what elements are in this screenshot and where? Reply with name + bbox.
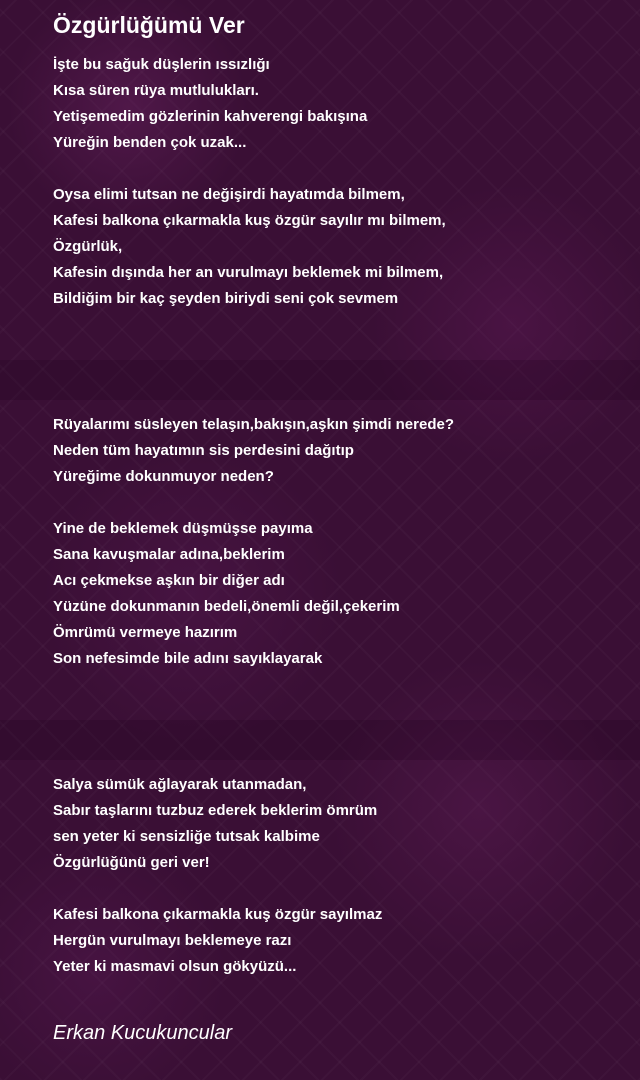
poem-line: Kafesi balkona çıkarmakla kuş özgür sayılmaz xyxy=(53,906,383,923)
poem-line: Hergün vurulmayı beklemeye razı xyxy=(53,932,292,949)
poem-line: Sana kavuşmalar adına,beklerim xyxy=(53,546,285,563)
poem-line: Kafesi balkona çıkarmakla kuş özgür sayılır mı bilmem, xyxy=(53,212,446,229)
poem-line: Yüzüne dokunmanın bedeli,önemli değil,çekerim xyxy=(53,598,400,615)
poem-line: Yüreğime dokunmuyor neden? xyxy=(53,468,274,485)
poem-line: Oysa elimi tutsan ne değişirdi hayatımda bilmem, xyxy=(53,186,405,203)
poem-line: sen yeter ki sensizliğe tutsak kalbime xyxy=(53,828,320,845)
poem-line: Neden tüm hayatımın sis perdesini dağıtıp xyxy=(53,442,354,459)
poem-line: Özgürlüğünü geri ver! xyxy=(53,854,210,871)
poem-line: Kısa süren rüya mutlulukları. xyxy=(53,82,259,99)
poem-line: Acı çekmekse aşkın bir diğer adı xyxy=(53,572,285,589)
poem-line: Son nefesimde bile adını sayıklayarak xyxy=(53,650,323,667)
poem-title: Özgürlüğümü Ver xyxy=(53,12,245,38)
poem-line: Özgürlük, xyxy=(53,238,123,255)
poem-line: Kafesin dışında her an vurulmayı beklemek mi bilmem, xyxy=(53,264,444,281)
poem-line: Salya sümük ağlayarak utanmadan, xyxy=(53,776,307,793)
poem-author: Erkan Kucukuncular xyxy=(53,1022,232,1044)
poem-line: Sabır taşlarını tuzbuz ederek beklerim ömrüm xyxy=(53,802,378,819)
poem-line: Ömrümü vermeye hazırım xyxy=(53,624,238,641)
poem-line: Yeter ki masmavi olsun gökyüzü... xyxy=(53,958,297,975)
background-band xyxy=(0,360,640,400)
background-band xyxy=(0,720,640,760)
poem-line: Bildiğim bir kaç şeyden biriydi seni çok sevmem xyxy=(53,290,399,307)
poem-line: Yine de beklemek düşmüşse payıma xyxy=(53,520,313,537)
poem-line: Rüyalarımı süsleyen telaşın,bakışın,aşkın şimdi nerede? xyxy=(53,416,455,433)
poem-line: Yetişemedim gözlerinin kahverengi bakışına xyxy=(53,108,368,125)
poem-line: İşte bu sağuk düşlerin ıssızlığı xyxy=(53,56,270,73)
poem-line: Yüreğin benden çok uzak... xyxy=(53,134,247,151)
